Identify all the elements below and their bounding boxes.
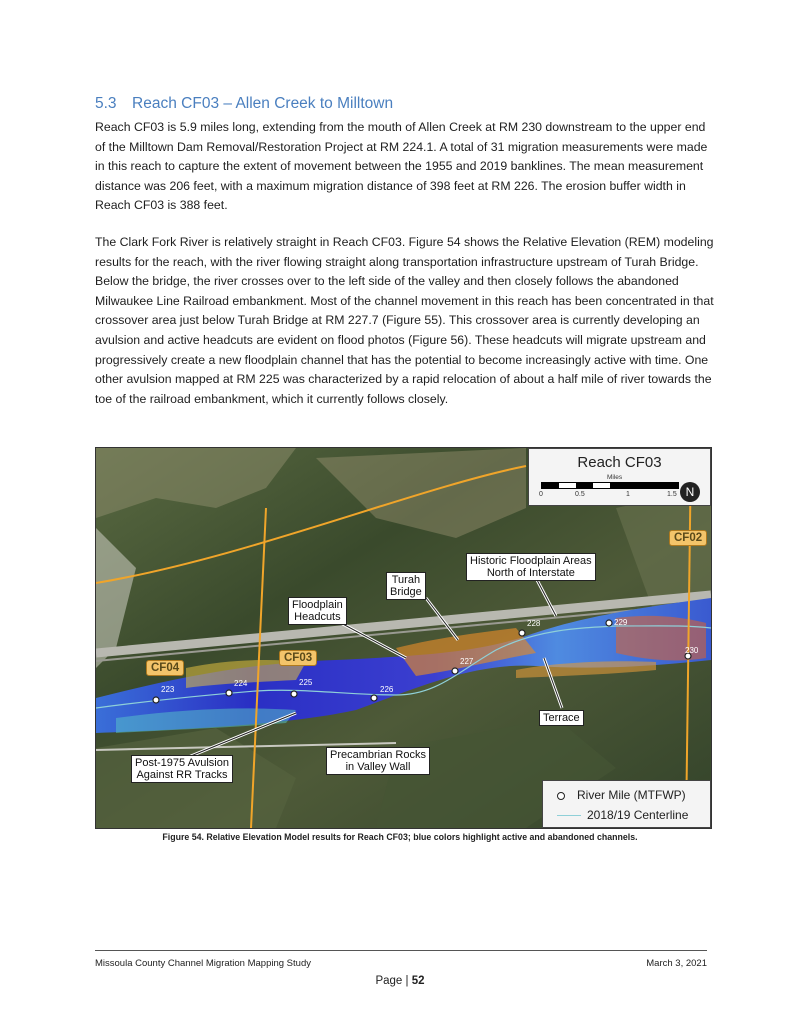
label-floodplain-headcuts: Floodplain Headcuts [288,597,347,625]
rm-label-225: 225 [299,678,313,687]
north-arrow-icon: N [680,482,700,502]
scale-bar [541,482,679,489]
rm-marker-224 [226,690,232,696]
paragraph-2: The Clark Fork River is relatively straight in Reach CF03. Figure 54 shows the Relative Elevation (REM) modeling results for the reach, with the river flowing straight along transportation infrastructure upstream of Turah Bridge. Below the bridge, the river crosses over to the left side of the valley and then closely follows the abandoned Milwaukee Line Railroad embankment. Most of the channel movement in this reach has been concentrated in that crossover area just below Turah Bridge at RM 227.7 (Figure 55). This crossover area is currently developing an avulsion and active headcuts are evident on flood photos (Figure 56). These headcuts will migrate upstream and progressively create a new floodplain channel that has the potential to become increasingly active with time. One other avulsion mapped at RM 225 was characterized by a rapid relocation of about a half mile of river towards the toe of the railroad embankment, which it currently follows closely. [95,235,714,406]
centerline-swatch-icon [557,815,581,816]
scale-unit: Miles [607,474,623,481]
section-heading: 5.3 Reach CF03 – Allen Creek to Milltown [95,95,394,112]
rm-marker-229 [606,620,612,626]
rm-marker-226 [371,695,377,701]
label-precambrian-rocks: Precambrian Rocks in Valley Wall [326,747,430,775]
reach-tag-cf04: CF04 [146,660,184,676]
rm-label-228: 228 [527,619,541,628]
rm-marker-223 [153,697,159,703]
label-turah-bridge: Turah Bridge [386,572,426,600]
scale-tick-0: 0 [539,491,543,498]
map-title: Reach CF03 [577,454,662,471]
footer-date: March 3, 2021 [646,958,707,969]
page-number: Page | 52 [375,975,425,987]
rm-label-226: 226 [380,685,394,694]
rm-label-230: 230 [685,646,699,655]
rm-label-229: 229 [614,618,628,627]
paragraph-1: Reach CF03 is 5.9 miles long, extending from the mouth of Allen Creek at RM 230 downstream to the upper end of the Milltown Dam Removal/Restoration Project at RM 224.1. A total of 31 migration measurements were made in this reach to capture the extent of movement between the 1955 and 2019 banklines. The mean measurement distance was 206 feet, with a maximum migration distance of 398 feet at RM 226. The erosion buffer width in Reach CF03 is 388 feet. [95,120,708,213]
scale-tick-05: 0.5 [575,491,585,498]
label-historic-floodplain: Historic Floodplain Areas North of Interstate [466,553,596,581]
legend-centerline: 2018/19 Centerline [557,808,688,822]
figure-caption: Figure 54. Relative Elevation Model results for Reach CF03; blue colors highlight active and abandoned channels. [162,832,638,842]
rm-label-224: 224 [234,679,248,688]
scale-tick-15: 1.5 [667,491,677,498]
label-post-1975-avulsion: Post-1975 Avulsion Against RR Tracks [131,755,233,783]
circle-marker-icon [557,792,565,800]
legend-river-mile: River Mile (MTFWP) [557,788,686,802]
reach-tag-cf03: CF03 [279,650,317,666]
footer-divider [95,950,707,951]
rm-marker-225 [291,691,297,697]
reach-tag-cf02: CF02 [669,530,707,546]
scale-tick-1: 1 [626,491,630,498]
rm-marker-228 [519,630,525,636]
map-legend [542,780,711,828]
rm-marker-227 [452,668,458,674]
footer-study-title: Missoula County Channel Migration Mapping Study [95,958,311,969]
label-terrace: Terrace [539,710,584,726]
rem-map-figure [95,447,712,829]
map-title-box [528,448,711,506]
rm-label-223: 223 [161,685,175,694]
rm-label-227: 227 [460,657,474,666]
